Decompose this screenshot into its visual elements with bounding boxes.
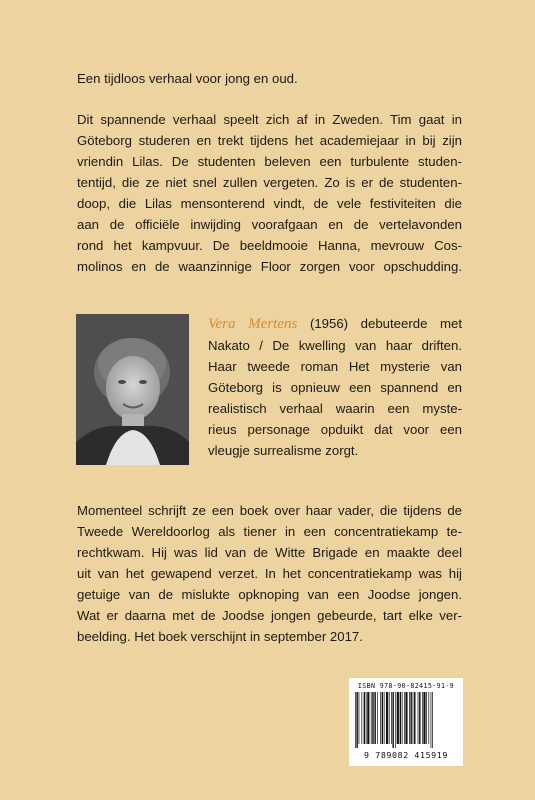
barcode-bar (418, 692, 419, 744)
story-line: tentijd, die ze niet snel zullen vergeten. Zo is er de studenten- (77, 175, 462, 190)
barcode-bar (422, 692, 423, 744)
bio-line: Haar tweede roman Het mysterie van (208, 359, 462, 374)
barcode-bar (380, 692, 381, 744)
more-line: getuige van de mislukte opknoping van een Joodse jongen. (77, 587, 462, 602)
barcode-bar (377, 692, 378, 744)
author-bio (208, 313, 462, 461)
barcode-bar (402, 692, 403, 744)
author-name: Vera Mertens (208, 316, 298, 332)
barcode-bar (389, 692, 390, 744)
story-line: molinos en de waanzinnige Floor zorgen voor opschudding. (77, 259, 462, 274)
bio-line: realistisch verhaal waarin een myste- (208, 401, 462, 416)
more-line: uit van het gewapend verzet. In het concentratiekamp was hij (77, 566, 462, 581)
barcode-bar (391, 692, 392, 744)
barcode-bar (374, 692, 375, 744)
more-line: Momenteel schrijft ze een boek over haar vader, die tijdens de (77, 503, 462, 518)
more-line: rechtkwam. Hij was lid van de Witte Brigade en maakte deel (77, 545, 462, 560)
barcode-bar (372, 692, 373, 744)
author-photo (76, 314, 189, 465)
barcode-bar (423, 692, 425, 744)
bio-first-line-rest: (1956) debuteerde met (297, 316, 462, 331)
isbn-label: ISBN 978-90-82415-91-9 (357, 682, 455, 690)
bio-line: Göteborg is opnieuw een spannend en (208, 380, 462, 395)
barcode-bar (367, 692, 369, 744)
story-line: vriendin Lilas. De studenten beleven een turbulente studen- (77, 154, 462, 169)
barcode-bar (384, 692, 385, 744)
barcode-bar (432, 692, 433, 748)
barcode-bar (356, 692, 357, 748)
story-line: aan de officiële inwijding voorafgaan en de vertelavonden (77, 217, 462, 232)
more-line: Tweede Wereldoorlog als tiener in een concentratiekamp te- (77, 524, 462, 539)
tagline-text: Een tijdloos verhaal voor jong en oud. (77, 71, 298, 86)
barcode-bar (410, 692, 411, 744)
bio-line: vleugje surrealisme zorgt. (208, 443, 359, 458)
barcode-bar (414, 692, 415, 744)
barcode-bar (386, 692, 388, 744)
barcode-bar (359, 692, 360, 744)
barcode-bar (409, 692, 410, 744)
more-line: Wat er daarna met de Joodse jongen gebeurde, tart elke ver- (77, 608, 462, 623)
barcode-bar (371, 692, 372, 744)
barcode-bar (366, 692, 367, 744)
barcode-bar (392, 692, 393, 748)
story-line: Göteborg studeren en trekt tijdens het academiejaar in bij zijn (77, 133, 462, 148)
author-portrait-image (76, 314, 189, 465)
barcode-bar (431, 692, 432, 748)
barcode-bars (355, 692, 457, 748)
barcode-bar (405, 692, 407, 744)
bio-line: rieus personage opduikt dat voor een (208, 422, 462, 437)
barcode-bar (426, 692, 427, 744)
barcode-bar (397, 692, 399, 744)
author-current-work (77, 500, 462, 647)
ean-digits: 9 789082 415919 (364, 750, 448, 760)
story-summary (77, 109, 462, 277)
barcode-bar (395, 692, 396, 748)
barcode-bar (400, 692, 401, 744)
story-line: rond het kampvuur. De beeldmooie Hanna, mevrouw Cos- (77, 238, 462, 253)
barcode-bar (361, 692, 362, 744)
isbn-barcode (349, 678, 463, 766)
more-line: beelding. Het boek verschijnt in september 2017. (77, 629, 363, 644)
tagline (77, 68, 462, 89)
bio-line (208, 313, 462, 335)
barcode-bar (355, 692, 356, 748)
bio-line: Nakato / De kwelling van haar driften. (208, 338, 462, 353)
barcode-bar (428, 692, 429, 744)
story-line: doop, die Lilas mensonterend vindt, de vele festiviteiten die (77, 196, 462, 211)
barcode-bar (404, 692, 405, 744)
barcode-bar (419, 692, 420, 744)
barcode-bar (413, 692, 414, 744)
barcode-bar (364, 692, 365, 744)
barcode-bar (382, 692, 383, 744)
story-line: Dit spannende verhaal speelt zich af in Zweden. Tim gaat in (77, 112, 462, 127)
